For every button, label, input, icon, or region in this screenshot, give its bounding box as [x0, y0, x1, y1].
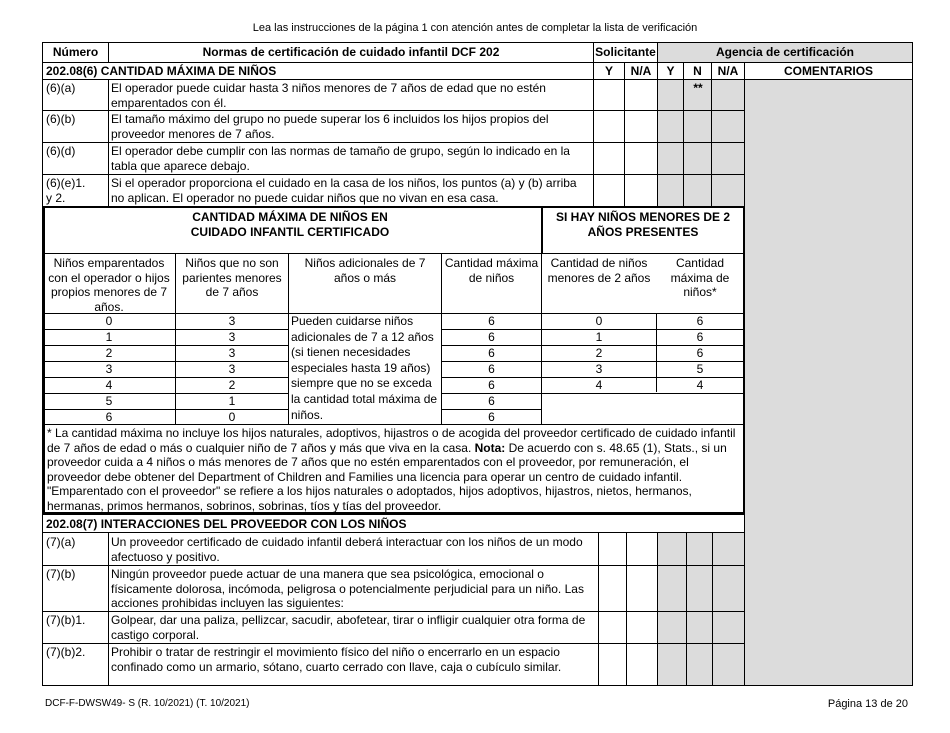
col-header-max-under2: Cantidad máxima de niños*: [670, 256, 730, 299]
table-cell: 6: [696, 314, 704, 328]
header-agencia: Agencia de certificación: [715, 45, 855, 59]
section2-title: 202.08(7) INTERACCIONES DEL PROVEEDOR CON LOS NIÑOS: [46, 517, 407, 531]
rule-number: (6)(d): [46, 144, 76, 158]
rule-number: (6)(e)1. y 2.: [46, 176, 86, 205]
table-cell: 4: [696, 378, 704, 392]
agencia-n-header: N: [693, 64, 702, 78]
form-id: DCF-F-DWSW49- S (R. 10/2021) (T. 10/2021): [45, 698, 250, 709]
table-cell: 6: [105, 410, 113, 424]
agencia-na-header: N/A: [717, 64, 739, 78]
table-cell: 6: [488, 378, 495, 392]
col-header-under2: Cantidad de niños menores de 2 años: [547, 256, 651, 285]
table-cell: 2: [228, 378, 236, 392]
rule-number: (7)(b)1.: [46, 613, 86, 627]
rule-text: Si el operador proporciona el cuidado en la casa de los niños, los puntos (a) y (b) arriba no aplican. El operador no puede cuidar niños que no vivan en esa casa.: [111, 176, 577, 205]
agencia-y-header: Y: [666, 64, 675, 78]
table-cell: 6: [488, 330, 495, 344]
max-table-title: CANTIDAD MÁXIMA DE NIÑOS EN CUIDADO INFANTIL CERTIFICADO: [190, 210, 390, 239]
section1-title: 202.08(6) CANTIDAD MÁXIMA DE NIÑOS: [46, 64, 277, 78]
table-cell: 4: [595, 378, 603, 392]
additional-children-note: Pueden cuidarse niños adicionales de 7 a 12 años (si tienen necesidades especiales hasta 19 años) siempre que no se exceda la cantidad total máxima de niños.: [291, 314, 438, 422]
table-cell: 2: [105, 346, 113, 360]
table-cell: 1: [105, 330, 113, 344]
rule-number: (7)(a): [46, 535, 76, 549]
col-header-additional: Niños adicionales de 7 años o más: [304, 256, 426, 285]
rule-number: (7)(b)2.: [46, 645, 86, 659]
table-cell: 3: [228, 314, 236, 328]
table-cell: 6: [696, 346, 704, 360]
table-cell: 6: [488, 394, 495, 408]
solicitante-y-header: Y: [604, 64, 613, 78]
table-cell: 3: [228, 330, 236, 344]
header-solicitante: Solicitante: [595, 45, 656, 59]
rule-text: El operador puede cuidar hasta 3 niños menores de 7 años de edad que no estén emparentados con él.: [111, 81, 546, 110]
rule-text: Ningún proveedor puede actuar de una manera que sea psicológica, emocional o físicamente dolorosa, incómoda, peligrosa o potencialmente perjudicial para un niño. Las acciones prohibidas incluyen las siguientes:: [111, 567, 584, 610]
table-cell: 3: [105, 362, 113, 376]
header-normas: Normas de certificación de cuidado infantil DCF 202: [202, 45, 500, 59]
section1-grey-block: [658, 80, 745, 207]
rule-text: Golpear, dar una paliza, pellizcar, sacudir, abofetear, tirar o infligir cualquier otra forma de castigo corporal.: [111, 613, 586, 642]
top-instruction-note: Lea las instrucciones de la página 1 con atención antes de completar la lista de verificación: [252, 22, 698, 34]
table-cell: 3: [228, 346, 236, 360]
table-cell: 6: [488, 314, 495, 328]
table-cell: 5: [105, 394, 113, 408]
footnote-text-a: * La cantidad máxima no incluye los hijos naturales, adoptivos, hijastros o de acogida del proveedor certificado de cuidado infantil de 7 años de edad o más o cualquier niño de 7 años y más que viva en la casa.: [47, 426, 736, 455]
page-number: Página 13 de 20: [827, 698, 908, 710]
table-cell: 6: [488, 410, 495, 424]
table-cell: 3: [228, 362, 236, 376]
header-numero: Número: [52, 45, 99, 59]
rule-text: Un proveedor certificado de cuidado infantil deberá interactuar con los niños de un modo afectuoso y positivo.: [111, 535, 583, 564]
section2-grey-block: [658, 532, 745, 685]
table-cell: 5: [696, 362, 704, 376]
table-cell: 1: [228, 394, 236, 408]
rule-number: (7)(b): [46, 567, 76, 581]
comments-column-bg: [745, 80, 912, 685]
comentarios-header: COMENTARIOS: [783, 64, 874, 78]
rule-number: (6)(a): [46, 81, 76, 95]
rule-text: El tamaño máximo del grupo no puede superar los 6 incluidos los hijos propios del proveedor menores de 7 años.: [111, 112, 549, 141]
agency-n-mark: **: [692, 81, 703, 95]
table-cell: 4: [105, 378, 113, 392]
col-header-related: Niños emparentados con el operador o hijos propios menores de 7 años.: [48, 256, 170, 314]
rule-number: (6)(b): [46, 112, 76, 126]
col-header-max: Cantidad máxima de niños: [444, 256, 539, 285]
table-cell: 1: [595, 330, 603, 344]
max-table-footnote: [47, 426, 739, 513]
col-header-unrelated: Niños que no son parientes menores de 7 años: [182, 256, 282, 299]
table-cell: 6: [488, 362, 495, 376]
table-cell: 6: [696, 330, 704, 344]
table-cell: 3: [595, 362, 603, 376]
under2-table-title: SI HAY NIÑOS MENORES DE 2 AÑOS PRESENTES: [555, 210, 731, 239]
table-cell: 0: [595, 314, 603, 328]
table-cell: 0: [228, 410, 236, 424]
solicitante-na-header: N/A: [630, 64, 652, 78]
table-cell: 2: [595, 346, 603, 360]
rule-text: El operador debe cumplir con las normas de tamaño de grupo, según lo indicado en la tabla que aparece debajo.: [111, 144, 570, 173]
footnote-nota-label: Nota:: [474, 440, 506, 455]
table-cell: 6: [488, 346, 495, 360]
table-cell: 0: [105, 314, 113, 328]
footnote-text-b: De acuerdo con s. 48.65 (1), Stats., si un proveedor cuida a 4 niños o más menores de 7 años que no estén emparentados con el proveedor, por remuneración, el proveedor debe obtener del Department of Children and Families una licencia para operar un centro de cuidado infantil. "Emparentado con el proveedor" se refiere a los hijos naturales o adoptados, hijos adoptivos, hijastros, nietos, hermanos, hermanas, primos hermanos, sobrinos, sobrinas, tíos y tías del proveedor.: [47, 440, 727, 513]
rule-text: Prohibir o tratar de restringir el movimiento físico del niño o encerrarlo en un espacio confinado como un armario, sótano, cuarto cerrado con llave, caja o cubículo similar.: [111, 645, 562, 674]
